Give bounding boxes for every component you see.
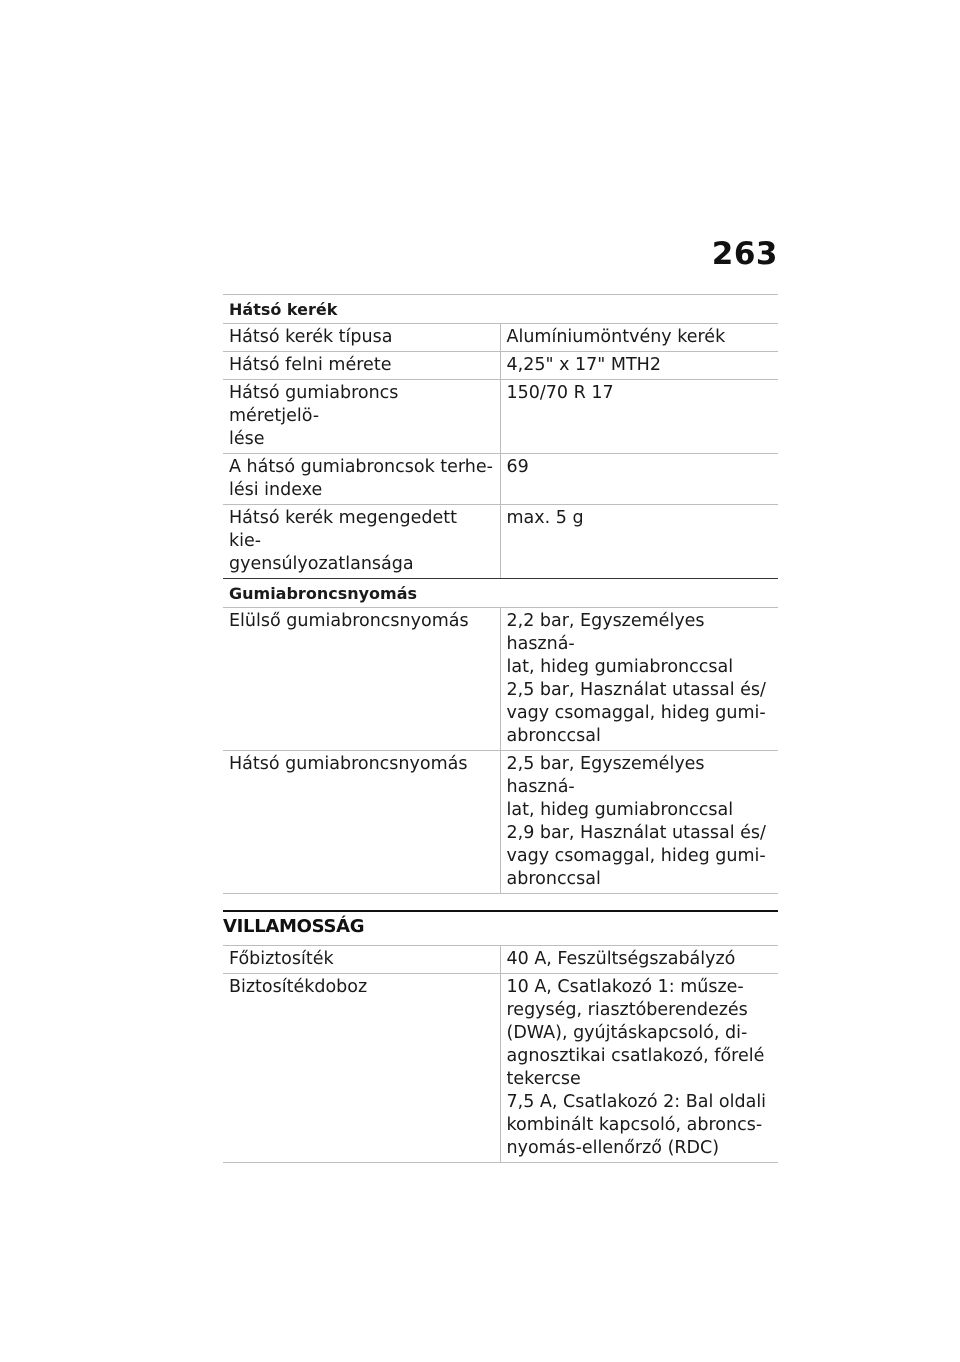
label-line: Hátsó gumiabroncsnyomás [229,754,468,774]
value-line: 150/70 R 17 [506,383,614,403]
chapter-heading-electrical: VILLAMOSSÁG [223,910,778,945]
value-line: Alumíniumöntvény kerék [506,327,726,347]
value-entry [507,822,773,891]
spec-label [223,751,500,894]
label-line: Hátsó kerék megengedett kie- [229,508,457,551]
spec-value [500,946,778,974]
label-line: Hátsó gumiabroncs méretjelö- [229,383,399,426]
value-line: abronccsal [506,869,601,889]
value-line: 2,5 bar, Használat utassal és/ [506,680,766,700]
table-row [223,380,778,454]
table-row [223,505,778,579]
value-line: vagy csomaggal, hideg gumi- [506,846,766,866]
value-line: nyomás-ellenőrző (RDC) [506,1138,720,1158]
value-line: 10 A, Csatlakozó 1: műsze- [506,977,744,997]
page-number: 263 [711,236,778,272]
label-line: Hátsó felni mérete [229,355,392,375]
value-line: abronccsal [506,726,601,746]
spec-value [500,454,778,505]
spec-label [223,974,500,1163]
spec-content [223,294,778,1163]
spec-label [223,505,500,579]
label-line: lési indexe [229,480,323,500]
spec-label [223,352,500,380]
table-row [223,608,778,751]
label-line: gyensúlyozatlansága [229,554,414,574]
value-line: 2,2 bar, Egyszemélyes haszná- [506,611,705,654]
label-line: Elülső gumiabroncsnyomás [229,611,469,631]
rear-wheel-table [223,294,778,894]
section-heading-tire-pressure: Gumiabroncsnyomás [223,579,778,608]
spec-label [223,608,500,751]
spec-value [500,352,778,380]
spec-value [500,505,778,579]
label-line: A hátsó gumiabroncsok terhe- [229,457,493,477]
spec-label [223,946,500,974]
table-row [223,454,778,505]
value-line: 69 [506,457,529,477]
spec-value [500,608,778,751]
tire-pressure-section [223,579,778,608]
table-row [223,352,778,380]
value-line: regység, riasztóberendezés [506,1000,748,1020]
value-line: tekercse [506,1069,581,1089]
value-entry [507,976,773,1091]
value-line: 2,9 bar, Használat utassal és/ [506,823,766,843]
value-line: max. 5 g [506,508,584,528]
label-line: Főbiztosíték [229,949,334,969]
value-line: agnosztikai csatlakozó, főrelé [506,1046,765,1066]
rear-wheel-section [223,295,778,324]
value-line: 4,25" x 17" MTH2 [506,355,661,375]
value-line: 40 A, Feszültségszabályzó [506,949,736,969]
spec-value [500,751,778,894]
spec-label [223,454,500,505]
section-heading-rear-wheel: Hátsó kerék [223,295,778,324]
value-line: (DWA), gyújtáskapcsoló, di- [506,1023,748,1043]
spec-value [500,380,778,454]
value-line: 7,5 A, Csatlakozó 2: Bal oldali [506,1092,767,1112]
table-row [223,324,778,352]
value-line: 2,5 bar, Egyszemélyes haszná- [506,754,705,797]
electrical-table [223,945,778,1163]
spec-label [223,324,500,352]
value-entry [507,753,773,822]
value-entry [507,610,773,679]
table-row [223,751,778,894]
spec-value [500,974,778,1163]
value-entry [507,1091,773,1160]
label-line: Biztosítékdoboz [229,977,368,997]
value-entry [507,679,773,748]
value-line: vagy csomaggal, hideg gumi- [506,703,766,723]
value-line: kombinált kapcsoló, abroncs- [506,1115,763,1135]
spec-label [223,380,500,454]
label-line: Hátsó kerék típusa [229,327,393,347]
value-line: lat, hideg gumiabronccsal [506,657,734,677]
spec-value [500,324,778,352]
value-line: lat, hideg gumiabronccsal [506,800,734,820]
table-row [223,946,778,974]
table-row [223,974,778,1163]
label-line: lése [229,429,265,449]
